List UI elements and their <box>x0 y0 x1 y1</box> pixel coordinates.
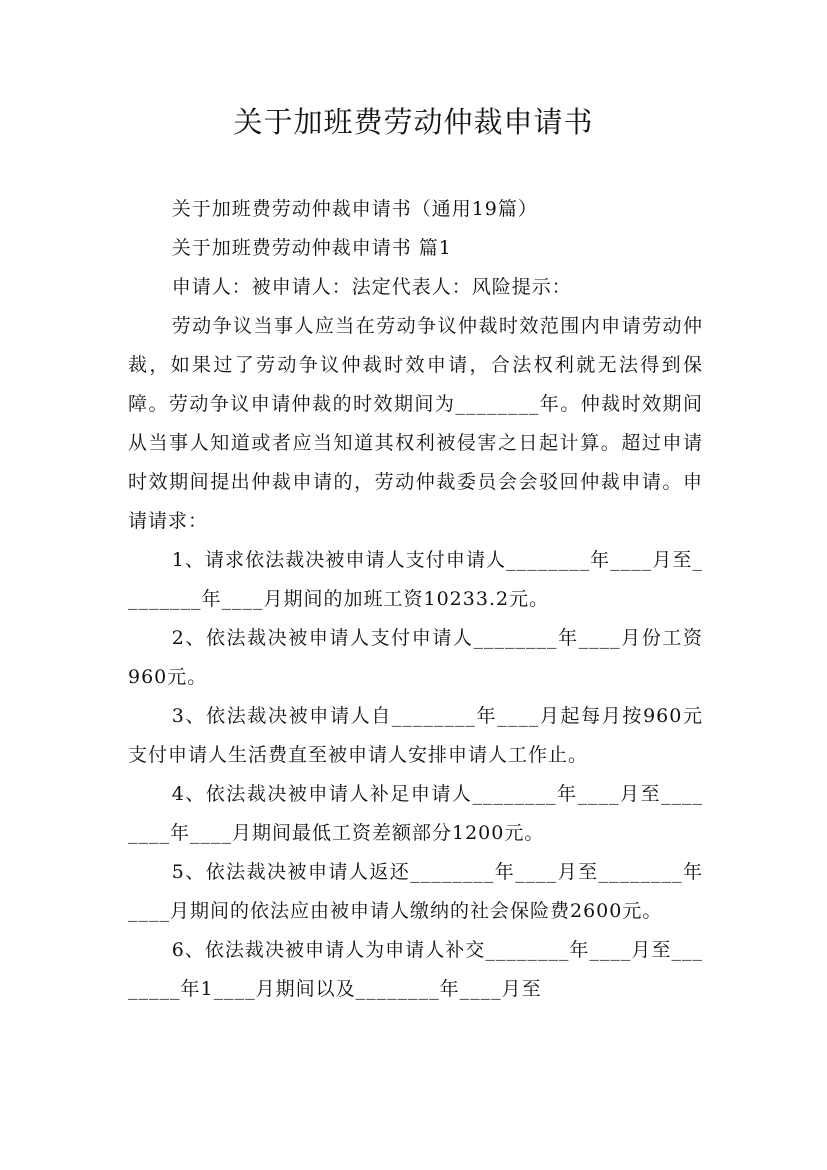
request-item-5: 5、依法裁决被申请人返还________年____月至________年____月期间的依法应由被申请人缴纳的社会保险费2600元。 <box>128 861 703 922</box>
request-item-1: 1、请求依法裁决被申请人支付申请人________年____月至________年____月期间的加班工资10233.2元。 <box>128 549 703 610</box>
request-item-4: 4、依法裁决被申请人补足申请人________年____月至________年____月期间最低工资差额部分1200元。 <box>128 783 703 844</box>
document-body <box>128 190 703 1009</box>
section-heading: 关于加班费劳动仲裁申请书 篇1 <box>171 237 452 259</box>
risk-paragraph: 劳动争议当事人应当在劳动争议仲裁时效范围内申请劳动仲裁，如果过了劳动争议仲裁时效申请，合法权利就无法得到保障。劳动争议申请仲裁的时效期间为________年。仲裁时效期间从当事人知道或者应当知道其权利被侵害之日起计算。超过申请时效期间提出仲裁申请的，劳动仲裁委员会会驳回仲裁申请。申请请求： <box>128 315 703 532</box>
request-item-2: 2、依法裁决被申请人支付申请人________年____月份工资960元。 <box>128 627 703 688</box>
document-title: 关于加班费劳动仲裁申请书 <box>233 105 594 139</box>
request-item-6: 6、依法裁决被申请人为申请人补交________年____月至________年1____月期间以及________年____月至 <box>128 939 703 1000</box>
parties-line: 申请人：被申请人：法定代表人：风险提示： <box>171 276 572 298</box>
request-item-3: 3、依法裁决被申请人自________年____月起每月按960元支付申请人生活费直至被申请人安排申请人工作止。 <box>128 705 703 766</box>
collection-heading: 关于加班费劳动仲裁申请书（通用19篇） <box>171 198 538 220</box>
